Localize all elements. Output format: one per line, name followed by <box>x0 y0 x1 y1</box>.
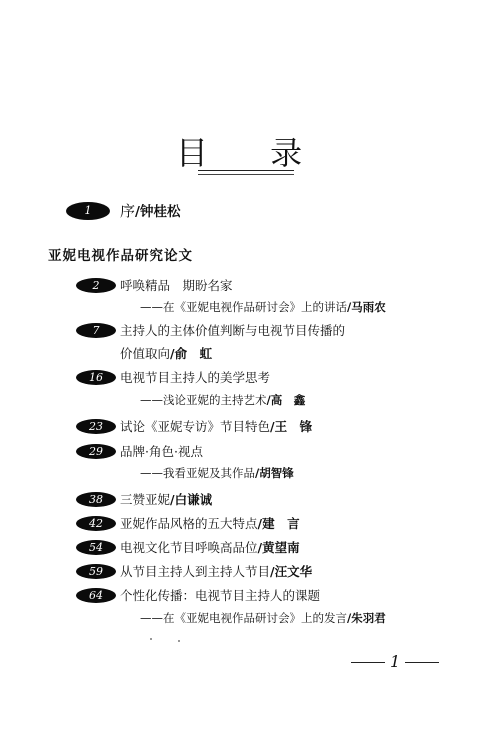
toc-entry <box>120 278 233 294</box>
entry-author: /朱羽君 <box>347 611 386 625</box>
entry-subtitle <box>140 299 386 315</box>
entry-title: 品牌·角色·视点 <box>120 444 203 459</box>
preface-entry <box>120 200 180 221</box>
section-heading: 亚妮电视作品研究论文 <box>48 248 193 264</box>
title-underline-thin <box>198 174 294 175</box>
title-underline <box>198 170 294 171</box>
entry-author: /俞 虹 <box>170 346 213 361</box>
page-number-badge: 54 <box>76 540 116 555</box>
page-folio <box>346 652 444 671</box>
page-number-badge: 64 <box>76 588 116 603</box>
folio-dash-left <box>351 662 385 663</box>
entry-subtitle-text: ——浅论亚妮的主持艺术 <box>140 393 267 407</box>
toc-entry <box>120 588 320 604</box>
entry-author: /高 鑫 <box>266 393 306 407</box>
toc-entry <box>120 444 203 460</box>
page-number-badge: 1 <box>66 202 110 220</box>
entry-title: 主持人的主体价值判断与电视节目传播的 <box>120 323 346 338</box>
page-number-badge: 42 <box>76 516 116 531</box>
entry-subtitle-text: ——在《亚妮电视作品研讨会》上的发言 <box>140 611 347 625</box>
page-number-badge: 59 <box>76 564 116 579</box>
entry-author: /胡智锋 <box>255 466 294 480</box>
entry-title: 试论《亚妮专访》节目特色 <box>120 419 271 434</box>
entry-title: 从节目主持人到主持人节目 <box>120 564 271 579</box>
entry-subtitle <box>140 610 386 626</box>
scan-speck <box>150 638 152 640</box>
page-title: 目 录 <box>175 134 329 172</box>
page-number-badge: 29 <box>76 444 116 459</box>
entry-author: /王 锋 <box>270 419 313 434</box>
page-number-badge: 16 <box>76 370 116 385</box>
entry-author: /汪文华 <box>270 564 313 579</box>
toc-entry <box>120 564 312 580</box>
toc-entry <box>120 370 270 386</box>
entry-title: 序 <box>120 202 136 220</box>
folio-number: 1 <box>390 652 401 671</box>
toc-entry <box>120 540 300 556</box>
entry-title: 亚妮作品风格的五大特点 <box>120 516 258 531</box>
entry-author: /黄望南 <box>257 540 300 555</box>
entry-title-cont: 价值取向 <box>120 346 171 361</box>
entry-subtitle <box>140 465 294 481</box>
entry-subtitle-text: ——我看亚妮及其作品 <box>140 466 255 480</box>
scan-speck <box>178 640 180 642</box>
entry-continuation <box>120 346 212 362</box>
entry-author: /建 言 <box>257 516 300 531</box>
entry-author: /白谦诚 <box>170 492 213 507</box>
toc-entry <box>120 492 212 508</box>
page-number-badge: 38 <box>76 492 116 507</box>
toc-entry <box>120 323 345 339</box>
entry-subtitle-text: ——在《亚妮电视作品研讨会》上的讲话 <box>140 300 347 314</box>
entry-subtitle <box>140 392 305 408</box>
entry-author: /钟桂松 <box>135 204 181 220</box>
entry-title: 三赞亚妮 <box>120 492 171 507</box>
entry-author: /马雨农 <box>347 300 386 314</box>
toc-entry <box>120 516 300 532</box>
entry-title: 电视文化节目呼唤高品位 <box>120 540 258 555</box>
folio-dash-right <box>405 662 439 663</box>
entry-title: 呼唤精品 期盼名家 <box>120 278 233 293</box>
entry-title: 个性化传播：电视节目主持人的课题 <box>120 588 321 603</box>
toc-entry <box>120 419 312 435</box>
page-number-badge: 7 <box>76 323 116 338</box>
page-number-badge: 2 <box>76 278 116 293</box>
page-number-badge: 23 <box>76 419 116 434</box>
entry-title: 电视节目主持人的美学思考 <box>120 370 271 385</box>
